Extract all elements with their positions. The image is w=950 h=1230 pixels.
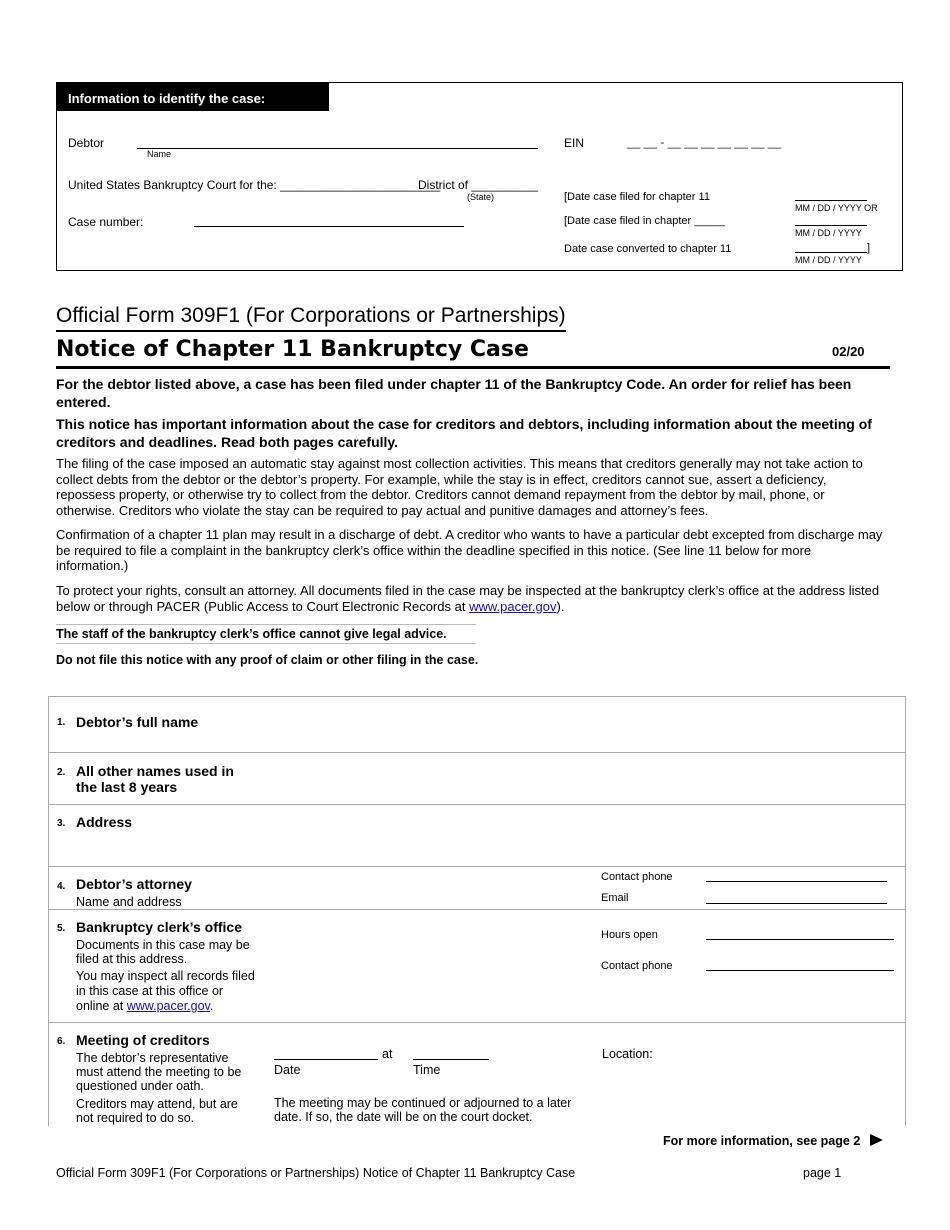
name-caption: Name	[147, 149, 172, 159]
debtor-attorney-heading: Debtor’s attorney	[76, 876, 192, 892]
rights-paragraph	[56, 583, 886, 614]
clerk-office-text: in this case at this office or	[76, 984, 224, 998]
other-names-heading-line-2: the last 8 years	[76, 779, 178, 795]
item-number: 1.	[57, 717, 66, 728]
debtor-name-field[interactable]	[137, 148, 538, 149]
meeting-date-field[interactable]	[274, 1059, 378, 1060]
date-converted-field[interactable]	[795, 252, 867, 253]
clerk-pacer-link[interactable]: www.pacer.gov	[126, 999, 210, 1013]
meeting-text: must attend the meeting to be	[76, 1065, 242, 1079]
clerk-office-text: Documents in this case may be	[76, 938, 250, 952]
item-number: 6.	[57, 1036, 66, 1047]
case-details-table	[48, 696, 906, 1126]
clerk-office-online-text: online at	[76, 999, 127, 1013]
rights-text-end: ).	[556, 598, 565, 614]
ein-label: EIN	[564, 136, 585, 150]
debtor-label: Debtor	[68, 136, 105, 150]
item-number: 2.	[57, 767, 66, 778]
item-number: 3.	[57, 818, 66, 829]
intro-bold-2: This notice has important information about the case for creditors and debtors, including information about the meeting of creditors and deadlines. Read both pages carefully.	[56, 416, 872, 450]
other-names-heading: All other names used in	[76, 763, 234, 779]
attorney-contact-phone-label: Contact phone	[601, 871, 673, 883]
at-label: at	[382, 1047, 393, 1061]
do-not-file-note: Do not file this notice with any proof of claim or other filing in the case.	[56, 653, 479, 667]
attorney-email-label: Email	[601, 892, 629, 904]
clerk-office-text: filed at this address.	[76, 952, 188, 966]
case-identification-box	[56, 82, 903, 271]
meeting-continued-text: date. If so, the date will be on the court docket.	[274, 1110, 533, 1124]
hours-open-label: Hours open	[601, 929, 658, 941]
state-caption: (State)	[467, 192, 495, 202]
bracket-close: ]	[867, 242, 871, 254]
rights-text: To protect your rights, consult an attorney. All documents filed in the case may be inspected at the bankruptcy clerk’s office at the address listed below or through PACER (Public Access to Court Electronic Records at	[56, 583, 880, 614]
row-divider	[49, 909, 905, 910]
date-format-caption: MM / DD / YYYY	[795, 255, 862, 265]
item-number: 4.	[57, 881, 66, 892]
date-format-caption: MM / DD / YYYY OR	[795, 203, 878, 213]
stay-paragraph: The filing of the case imposed an automatic stay against most collection activities. This means that creditors generally may not take action to collect debts from the debtor or the debtor’s property. For example, while the stay is in effect, creditors cannot sue, assert a deficiency, repossess property, or otherwise try to collect from the debtor. Creditors cannot demand repayment from the debtor by mail, phone, or otherwise. Creditors who violate the stay can be required to pay actual and punitive damages and attorney’s fees.	[56, 456, 863, 518]
meeting-of-creditors-heading: Meeting of creditors	[76, 1032, 210, 1048]
date-filed-chapter-label: [Date case filed in chapter _____	[564, 215, 725, 227]
page-title: Notice of Chapter 11 Bankruptcy Case	[56, 337, 529, 362]
row-divider	[49, 866, 905, 867]
arrow-right-icon	[870, 1134, 883, 1146]
clerk-office-text: You may inspect all records filed	[76, 969, 255, 983]
time-label: Time	[413, 1063, 441, 1077]
page-number: page 1	[803, 1166, 842, 1180]
date-format-caption: MM / DD / YYYY	[795, 228, 862, 238]
title-divider	[56, 366, 890, 369]
meeting-text: The debtor’s representative	[76, 1051, 229, 1065]
row-divider	[49, 804, 905, 805]
date-filed-chapter-field[interactable]	[795, 225, 867, 226]
row-divider	[49, 752, 905, 753]
attorney-email-field[interactable]	[706, 903, 887, 904]
ein-field[interactable]: __ __ - __ __ __ __ __ __ __	[627, 135, 782, 149]
attorney-contact-phone-field[interactable]	[706, 881, 887, 882]
district-label: District of __________	[418, 178, 539, 192]
meeting-time-field[interactable]	[413, 1059, 489, 1060]
discharge-paragraph: Confirmation of a chapter 11 plan may result in a discharge of debt. A creditor who wants to have a particular debt excepted from discharge may be required to file a complaint in the bankruptcy clerk’s office within the deadline specified in this notice. (See line 11 below for more information.)	[56, 527, 883, 573]
hours-open-field[interactable]	[706, 939, 894, 940]
location-label: Location:	[602, 1047, 653, 1061]
clerk-office-period: .	[209, 999, 214, 1013]
clerk-office-text	[76, 999, 213, 1014]
clerk-office-heading: Bankruptcy clerk’s office	[76, 919, 242, 935]
court-label: United States Bankruptcy Court for the: ________________________	[68, 178, 441, 192]
date-converted-label: Date case converted to chapter 11	[564, 243, 732, 255]
meeting-text: not required to do so.	[76, 1111, 195, 1125]
more-info-note: For more information, see page 2	[663, 1134, 861, 1148]
form-name: Official Form 309F1 (For Corporations or Partnerships)	[56, 304, 566, 332]
clerk-contact-phone-field[interactable]	[706, 970, 894, 971]
debtor-full-name-heading: Debtor’s full name	[76, 714, 199, 730]
row-divider	[49, 1022, 905, 1023]
legal-advice-note: The staff of the bankruptcy clerk’s office cannot give legal advice.	[56, 624, 476, 644]
meeting-text: Creditors may attend, but are	[76, 1097, 238, 1111]
intro-bold-1: For the debtor listed above, a case has been filed under chapter 11 of the Bankruptcy Code. An order for relief has been entered.	[56, 376, 852, 410]
date-filed-ch11-field[interactable]	[795, 200, 867, 201]
address-heading: Address	[76, 814, 133, 830]
name-and-address-label: Name and address	[76, 895, 182, 909]
case-number-field[interactable]	[194, 226, 464, 227]
case-identification-header: Information to identify the case:	[57, 83, 329, 111]
item-number: 5.	[57, 923, 66, 934]
meeting-continued-text: The meeting may be continued or adjourned to a later	[274, 1096, 572, 1110]
form-version-date: 02/20	[832, 344, 865, 359]
case-number-label: Case number:	[68, 215, 144, 229]
clerk-contact-phone-label: Contact phone	[601, 960, 673, 972]
footer-form-title: Official Form 309F1 (For Corporations or Partnerships) Notice of Chapter 11 Bankruptcy Case	[56, 1166, 576, 1180]
meeting-text: questioned under oath.	[76, 1079, 204, 1093]
pacer-link[interactable]: www.pacer.gov	[469, 598, 557, 614]
date-label: Date	[274, 1063, 301, 1077]
date-filed-ch11-label: [Date case filed for chapter 11	[564, 191, 710, 203]
